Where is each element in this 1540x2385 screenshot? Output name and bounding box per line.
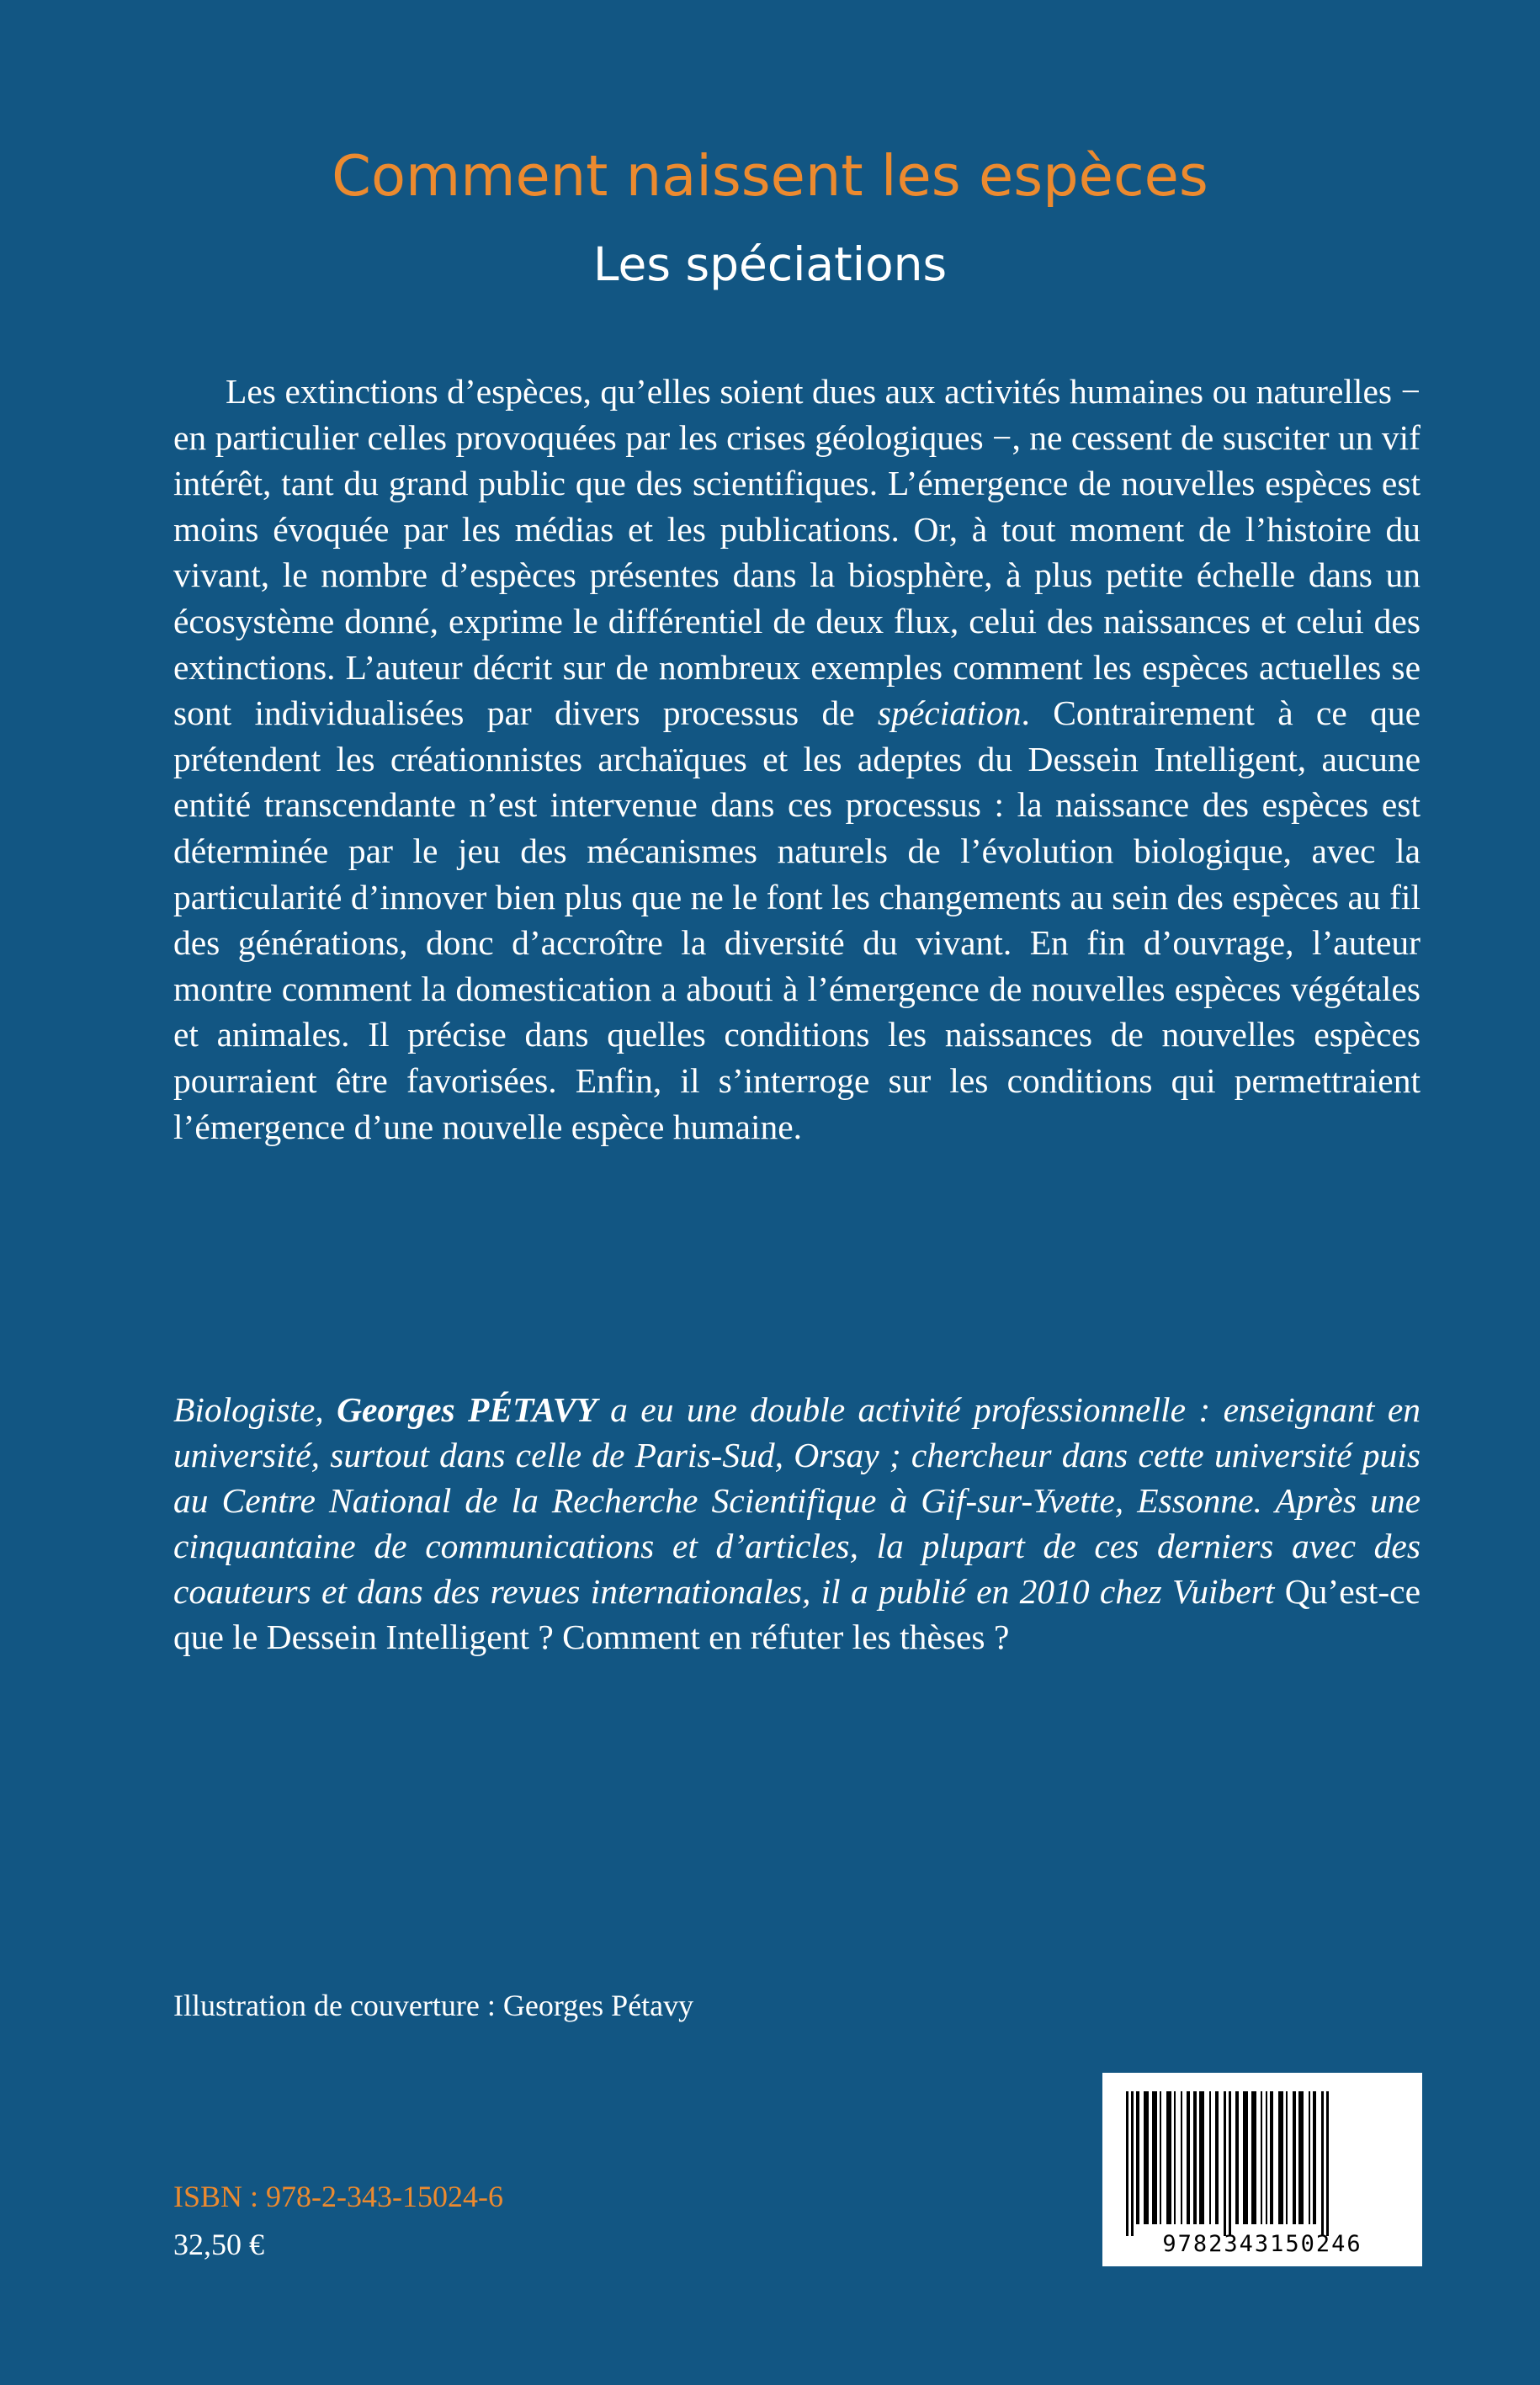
barcode-bar — [1261, 2091, 1262, 2224]
bio-lead: Biologiste, — [173, 1390, 337, 1429]
author-bio — [173, 1387, 1421, 1660]
barcode-bar — [1131, 2091, 1134, 2236]
barcode-bar — [1235, 2091, 1239, 2224]
author-name: Georges PÉTAVY — [337, 1390, 597, 1429]
barcode-bar — [1229, 2091, 1231, 2236]
barcode-bar — [1181, 2091, 1182, 2224]
barcode — [1102, 2073, 1422, 2266]
barcode-bar — [1174, 2091, 1176, 2224]
barcode-bar — [1193, 2091, 1197, 2224]
barcode-graphic — [1102, 2073, 1422, 2266]
barcode-bar — [1224, 2091, 1226, 2236]
summary-italic-term: spéciation — [877, 693, 1022, 733]
book-subtitle: Les spéciations — [592, 237, 948, 291]
cover-illustration-credit: Illustration de couverture : Georges Pétavy — [173, 1989, 694, 2022]
barcode-bar — [1160, 2091, 1161, 2224]
barcode-bar — [1166, 2091, 1171, 2224]
barcode-bar — [1199, 2091, 1204, 2224]
barcode-bar — [1187, 2091, 1190, 2224]
barcode-bar — [1243, 2091, 1248, 2224]
summary-paragraph — [173, 369, 1421, 1150]
barcode-bar — [1209, 2091, 1211, 2224]
barcode-bar — [1266, 2091, 1267, 2224]
barcode-bar — [1136, 2091, 1139, 2224]
barcode-bar — [1309, 2091, 1310, 2224]
barcode-bar — [1144, 2091, 1149, 2224]
barcode-bar — [1152, 2091, 1157, 2224]
bio-text: a eu une double activité professionnelle : enseignant en université, surtout dans celle de Paris-Sud, Orsay ; chercheur dans cette université puis au Centre National de la Recherche Scientifique à Gif-sur-Yvette, Essonne. Après une cinquantaine de communications et d’articles, la plupart de ces derniers avec des coauteurs et dans des revues internationales, il a publié en 2010 chez Vuibert — [173, 1390, 1421, 1611]
barcode-bar — [1293, 2091, 1296, 2224]
price-label: 32,50 € — [173, 2228, 264, 2261]
barcode-bar — [1286, 2091, 1288, 2224]
bio-book-title: Qu’est-ce que le Dessein Intelligent ? Comment en réfuter les thèses ? — [173, 1572, 1421, 1656]
barcode-bar — [1321, 2091, 1324, 2236]
barcode-bar — [1313, 2091, 1316, 2224]
barcode-bar — [1270, 2091, 1273, 2224]
summary-text-part2: . Contrairement à ce que prétendent les créationnistes archaïques et les adeptes du Dessein Intelligent, aucune entité transcendante n’est intervenue dans ces processus : la naissance des espèces est déterminée par le jeu des mécanismes naturels de l’évolution biologique, avec la particularité d’innover bien plus que ne le font les changements au sein des espèces au fil des générations, donc d’accroître la diversité du vivant. En fin d’ouvrage, l’auteur montre comment la domestication a abouti à l’émergence de nouvelles espèces végétales et animales. Il précise dans quelles conditions les naissances de nouvelles espèces pourraient être favorisées. Enfin, il s’interroge sur les conditions qui permettraient l’émergence d’une nouvelle espèce humaine. — [173, 693, 1421, 1146]
barcode-digits: 9782343150246 — [1162, 2231, 1362, 2257]
isbn-label: ISBN : 978-2-343-15024-6 — [173, 2180, 503, 2213]
barcode-bar — [1215, 2091, 1219, 2224]
book-title: Comment naissent les espèces — [332, 143, 1208, 209]
barcode-bar — [1251, 2091, 1256, 2224]
barcode-bar — [1298, 2091, 1304, 2224]
summary-text-part1: Les extinctions d’espèces, qu’elles soient dues aux activités humaines ou naturelles − en particulier celles provoquées par les crises géologiques −, ne cessent de susciter un vif intérêt, tant du grand public que des scientifiques. L’émergence de nouvelles espèces est moins évoquée par les médias et les publications. Or, à tout moment de l’histoire du vivant, le nombre d’espèces présentes dans la biosphère, à plus petite échelle dans un écosystème donné, exprime le différentiel de deux flux, celui des naissances et celui des extinctions. L’auteur décrit sur de nombreux exemples comment les espèces actuelles se sont individualisées par divers processus de — [173, 372, 1421, 733]
barcode-bar — [1126, 2091, 1128, 2236]
barcode-bar — [1326, 2091, 1329, 2236]
barcode-bar — [1278, 2091, 1283, 2224]
